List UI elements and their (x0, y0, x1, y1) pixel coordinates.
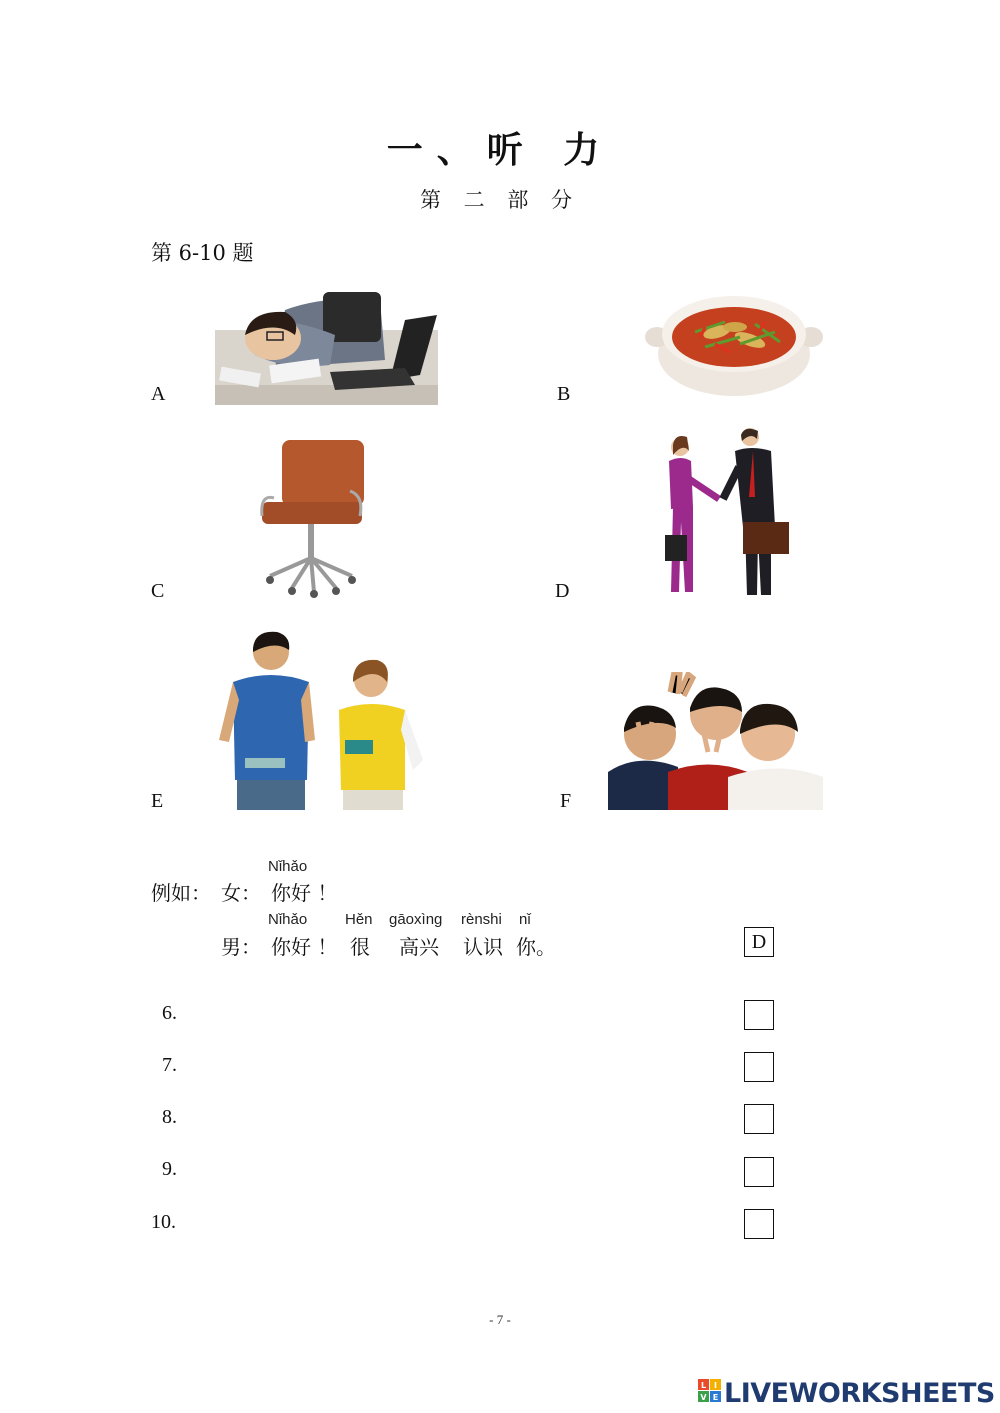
option-letter-b: B (557, 383, 571, 405)
page-number: - 7 - (489, 1312, 511, 1327)
section-title: 一、听 力 (386, 129, 614, 171)
option-letter-e: E (151, 790, 164, 812)
example-pinyin-nihao-2: Nǐhǎo (268, 911, 308, 928)
example-pinyin-gaoxing: gāoxìng (389, 911, 443, 928)
liveworksheets-logo-icon (698, 1379, 721, 1402)
example-speaker-female: 女： (221, 881, 261, 905)
answer-box-10[interactable] (744, 1209, 774, 1239)
question-number-6: 6. (162, 1002, 177, 1024)
example-pinyin-nihao-1: Nǐhǎo (268, 858, 308, 875)
logo-letter-l: L (700, 1381, 707, 1390)
example-pinyin-ni: nǐ (519, 911, 531, 928)
example-text-gaoxing: 高兴 (399, 935, 439, 959)
example-pinyin-renshi: rènshi (461, 911, 502, 928)
answer-box-9[interactable] (744, 1157, 774, 1187)
question-number-8: 8. (162, 1106, 177, 1128)
answer-box-8[interactable] (744, 1104, 774, 1134)
example-text-hen: 很 (350, 935, 370, 959)
question-number-10: 10. (151, 1211, 176, 1233)
picture-sleeping-at-desk (215, 290, 438, 405)
example-pinyin-hen: Hěn (345, 911, 373, 928)
section-subtitle: 第 二 部 分 (419, 188, 581, 212)
option-letter-c: C (151, 580, 165, 602)
question-number-7: 7. (162, 1054, 177, 1076)
example-text-renshi: 认识 (463, 935, 503, 959)
picture-office-chair (252, 436, 370, 598)
answer-box-6[interactable] (744, 1000, 774, 1030)
question-range: 第 6-10 题 (151, 241, 254, 265)
option-letter-f: F (560, 790, 572, 812)
logo-letter-e: E (712, 1393, 719, 1402)
example-text-ni: 你。 (516, 935, 556, 959)
example-label: 例如： (151, 881, 211, 905)
question-number-9: 9. (162, 1158, 177, 1180)
brand-name[interactable]: LIVEWORKSHEETS (724, 1378, 995, 1409)
logo-letter-i: I (714, 1381, 717, 1390)
option-letter-a: A (151, 383, 166, 405)
picture-children (608, 672, 823, 810)
logo-letter-v: V (700, 1393, 707, 1402)
picture-two-students (215, 630, 423, 810)
picture-handshake (663, 427, 793, 602)
example-speaker-male: 男： (221, 935, 261, 959)
picture-dish-of-food (645, 282, 823, 400)
example-answer-box: D (744, 927, 774, 957)
example-text-nihao-2: 你好 ！ (271, 935, 338, 959)
option-letter-d: D (555, 580, 570, 602)
example-text-nihao-1: 你好 ！ (271, 881, 338, 905)
answer-box-7[interactable] (744, 1052, 774, 1082)
